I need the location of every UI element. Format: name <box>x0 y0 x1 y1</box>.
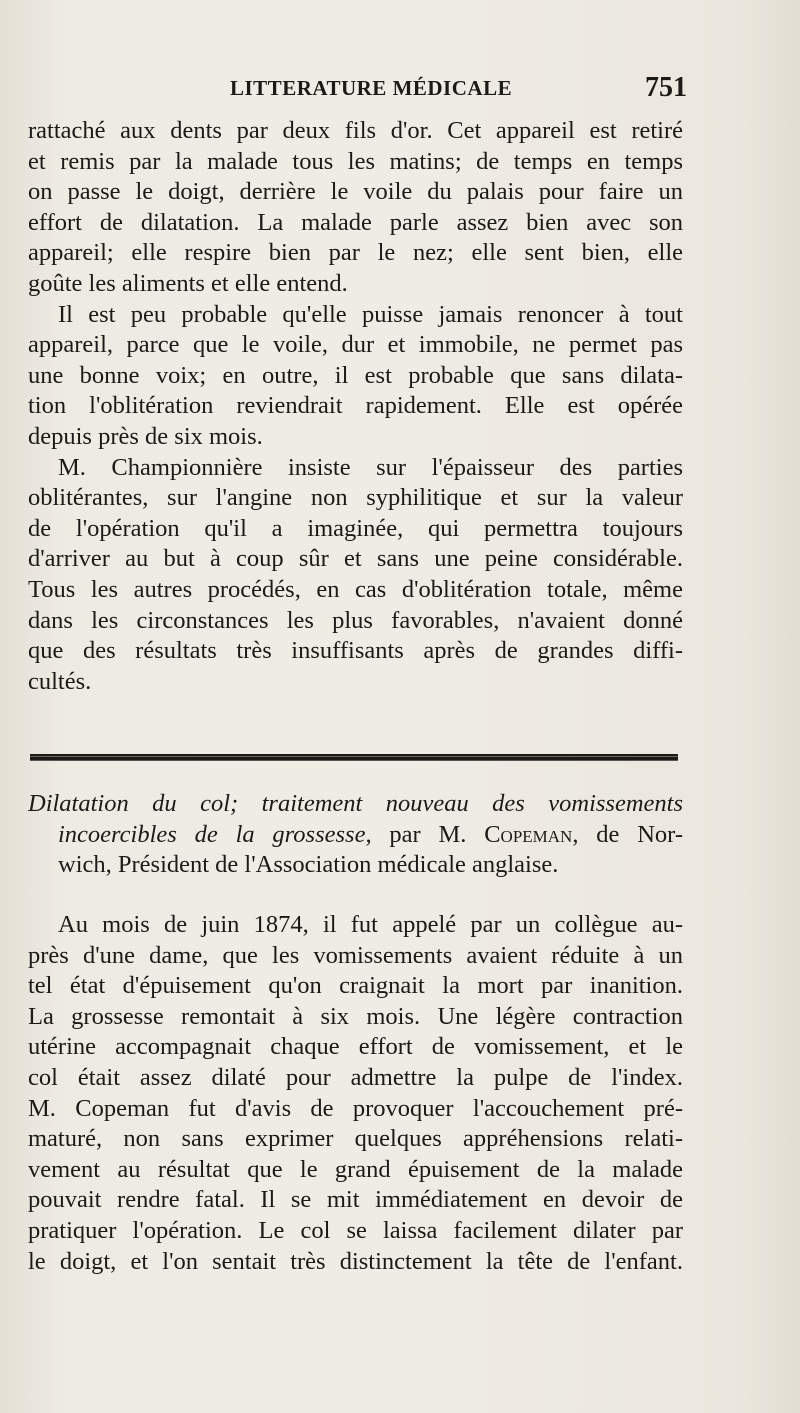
text-line: tel état d'épuisement qu'on craignait la mort par inanition. <box>28 972 683 1000</box>
article-byline-rest: , de Nor- <box>572 820 683 848</box>
text-line: Il est peu probable qu'elle puisse jamais renoncer à tout <box>58 300 683 328</box>
paragraph-3 <box>28 453 683 698</box>
text-line: effort de dilatation. La malade parle assez bien avec son <box>28 208 683 236</box>
body-text-bottom <box>28 910 683 1277</box>
text-line: d'arriver au but à coup sûr et sans une peine considérable. <box>28 545 683 573</box>
running-title: LITTERATURE MÉDICALE <box>230 76 513 100</box>
text-line: rattaché aux dents par deux fils d'or. Cet appareil est retiré <box>28 117 683 144</box>
text-line: M. Championnière insiste sur l'épaisseur des parties <box>58 453 683 481</box>
text-line: M. Copeman fut d'avis de provoquer l'accouchement pré- <box>28 1094 683 1122</box>
text-line: tion l'oblitération reviendrait rapidement. Elle est opérée <box>28 392 683 420</box>
text-line: pouvait rendre fatal. Il se mit immédiatement en devoir de <box>28 1186 683 1214</box>
text-line: goûte les aliments et elle entend. <box>28 269 348 297</box>
text-line: appareil, parce que le voile, dur et immobile, ne permet pas <box>28 331 683 359</box>
text-line: pratiquer l'opération. Le col se laissa facilement dilater par <box>28 1216 683 1244</box>
text-line: dans les circonstances les plus favorables, n'avaient donné <box>28 606 683 634</box>
article-title-line: wich, Président de l'Association médicale anglaise. <box>58 851 559 879</box>
text-line: près d'une dame, que les vomissements avaient réduite à un <box>28 941 683 969</box>
paragraph-2 <box>28 300 683 453</box>
text-line: et remis par la malade tous les matins; de temps en temps <box>28 147 683 175</box>
section-divider <box>30 754 678 761</box>
text-line: appareil; elle respire bien par le nez; elle sent bien, elle <box>28 239 683 267</box>
body-text-top <box>28 116 683 697</box>
text-line: que des résultats très insuffisants après de grandes diffi- <box>28 637 683 665</box>
article-author: Copeman <box>484 820 573 848</box>
article-title-line: Dilatation du col; traitement nouveau des vomissements <box>28 790 683 817</box>
text-line: on passe le doigt, derrière le voile du palais pour faire un <box>28 178 683 206</box>
paragraph-1 <box>28 116 683 300</box>
text-line: depuis près de six mois. <box>28 422 263 450</box>
article-title-italic: incoercibles de la grossesse, <box>58 820 372 848</box>
text-line: maturé, non sans exprimer quelques appréhensions relati- <box>28 1125 683 1153</box>
text-line: le doigt, et l'on sentait très distinctement la tête de l'enfant. <box>28 1247 683 1275</box>
text-line: col était assez dilaté pour admettre la pulpe de l'index. <box>28 1063 683 1091</box>
text-line: utérine accompagnait chaque effort de vomissement, et le <box>28 1033 683 1061</box>
text-line: cultés. <box>28 667 92 695</box>
paragraph-4 <box>28 910 683 1277</box>
page-number: 751 <box>645 72 687 103</box>
text-line: une bonne voix; en outre, il est probable que sans dilata- <box>28 361 683 389</box>
text-line: vement au résultat que le grand épuisement de la malade <box>28 1155 683 1183</box>
text-line: Tous les autres procédés, en cas d'oblitération totale, même <box>28 575 683 603</box>
text-line: oblitérantes, sur l'angine non syphilitique et sur la valeur <box>28 484 683 512</box>
article-heading <box>28 789 683 881</box>
article-title-line <box>28 820 683 851</box>
text-line: de l'opération qu'il a imaginée, qui permettra toujours <box>28 514 683 542</box>
page-header <box>0 72 800 106</box>
text-line: La grossesse remontait à six mois. Une légère contraction <box>28 1002 683 1030</box>
text-line: Au mois de juin 1874, il fut appelé par un collègue au- <box>58 911 683 938</box>
article-byline-par: par M. <box>371 820 485 848</box>
